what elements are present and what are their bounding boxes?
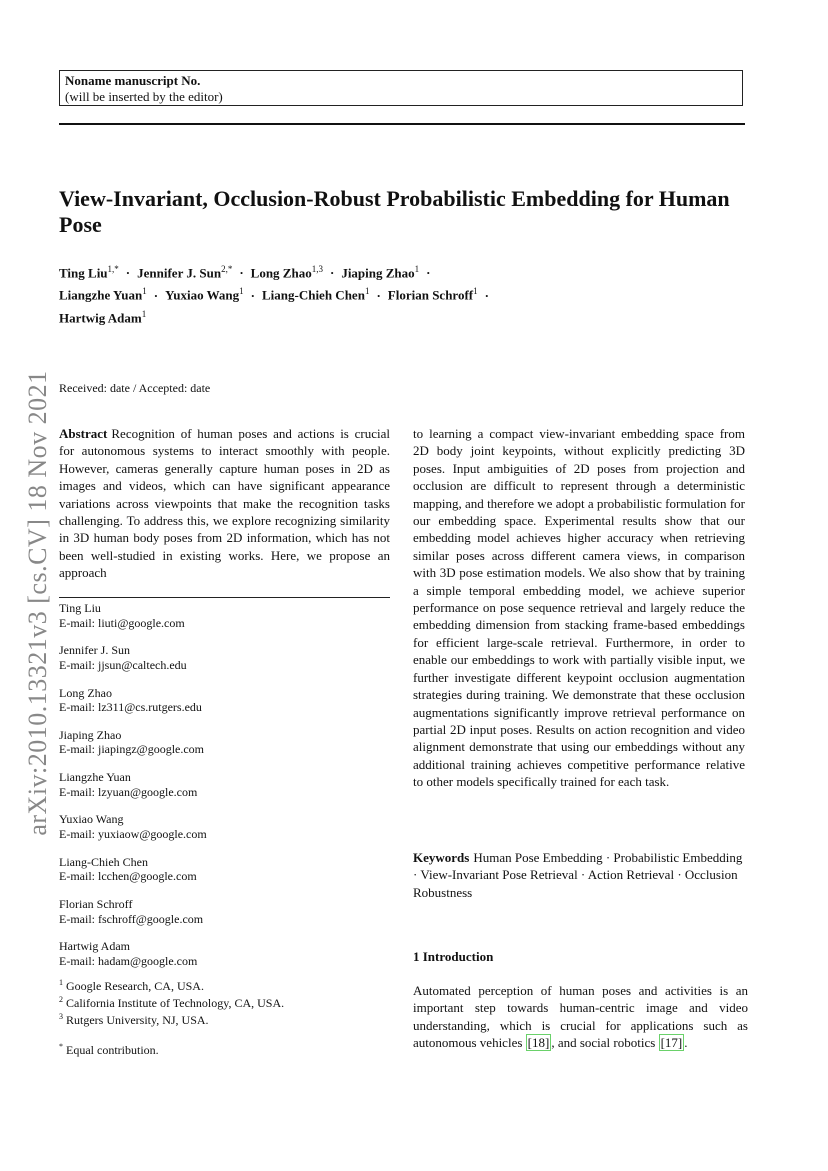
author-contact xyxy=(59,601,390,630)
author-name: Jiaping Zhao xyxy=(341,265,415,281)
author-name: Liangzhe Yuan xyxy=(59,287,143,303)
author-name: Jennifer J. Sun xyxy=(137,265,222,281)
author-separator: · xyxy=(484,287,489,303)
contact-name: Jiaping Zhao xyxy=(59,727,122,742)
footnote-text: Google Research, CA, USA. xyxy=(66,979,204,993)
author-contact xyxy=(59,770,390,799)
intro-text: Automated perception of human poses and activities is an important step towards human-centric image and video understanding, which is crucial for applications such as autonomous vehicles xyxy=(413,983,748,1051)
footnote-text: California Institute of Technology, CA, USA. xyxy=(66,996,285,1010)
contact-name: Long Zhao xyxy=(59,685,112,700)
manuscript-number: Noname manuscript No. xyxy=(65,73,201,88)
author-name: Hartwig Adam xyxy=(59,309,142,325)
author-contact xyxy=(59,643,390,672)
section-heading xyxy=(413,949,493,965)
contact-name: Ting Liu xyxy=(59,601,101,615)
footnote-text: Rutgers University, NJ, USA. xyxy=(66,1013,209,1027)
contact-email: E-mail: liuti@google.com xyxy=(59,615,185,630)
contact-email: E-mail: lz311@cs.rutgers.edu xyxy=(59,700,202,715)
editor-note-box xyxy=(59,70,743,106)
intro-text: , and social robotics xyxy=(551,1035,659,1051)
abstract-left-column xyxy=(59,425,390,582)
contact-name: Liangzhe Yuan xyxy=(59,770,131,785)
contact-name: Yuxiao Wang xyxy=(59,812,124,827)
contact-email: E-mail: yuxiaow@google.com xyxy=(59,826,207,841)
keywords xyxy=(413,849,745,901)
author-name: Liang-Chieh Chen xyxy=(261,287,365,303)
citation-link[interactable]: [18] xyxy=(527,1035,550,1051)
footnote xyxy=(59,976,390,993)
paper-title: View-Invariant, Occlusion-Robust Probabilistic Embedding for Human Pose xyxy=(59,186,730,237)
author-contact xyxy=(59,812,390,841)
intro-paragraph xyxy=(413,982,748,1052)
author-separator: · xyxy=(376,287,381,303)
contact-email: E-mail: jiapingz@google.com xyxy=(59,742,205,757)
author-affiliation-mark: 1 xyxy=(142,286,147,297)
author-separator: · xyxy=(250,287,255,303)
contact-email: E-mail: hadam@google.com xyxy=(59,953,198,968)
author-contacts xyxy=(59,601,390,982)
author-name: Yuxiao Wang xyxy=(165,287,240,303)
equal-contribution-note xyxy=(59,1040,390,1057)
author-contact xyxy=(59,939,390,968)
author-contact xyxy=(59,686,390,715)
author-separator: · xyxy=(153,287,159,303)
footnote-separator xyxy=(59,597,390,598)
contact-email: E-mail: lzyuan@google.com xyxy=(59,784,198,799)
contact-name: Jennifer J. Sun xyxy=(59,643,130,658)
contact-name: Florian Schroff xyxy=(59,897,133,912)
keywords-label: Keywords xyxy=(413,850,470,865)
author-name: Florian Schroff xyxy=(387,287,474,303)
author-contact xyxy=(59,855,390,884)
received-date: Received: date / Accepted: date xyxy=(59,381,211,395)
author-separator: · xyxy=(426,265,431,281)
author-name: Long Zhao xyxy=(250,265,312,281)
footnote-mark: 3 xyxy=(59,1012,63,1021)
arxiv-watermark: arXiv:2010.13321v3 [cs.CV] 18 Nov 2021 xyxy=(23,370,52,836)
intro-text: . xyxy=(684,1035,688,1051)
author-affiliation-mark: 1,* xyxy=(107,264,119,274)
footnote-mark: * xyxy=(59,1042,63,1051)
author-separator: · xyxy=(239,265,244,281)
author-affiliation-mark: 1 xyxy=(364,286,370,297)
footnote xyxy=(59,993,390,1010)
author-contact xyxy=(59,897,390,926)
header-rule xyxy=(59,123,745,125)
author-separator: · xyxy=(329,265,335,281)
author-contact xyxy=(59,728,390,757)
contact-email: E-mail: lcchen@google.com xyxy=(59,869,197,884)
affiliation-footnotes xyxy=(59,976,390,1057)
abstract-text-left: Recognition of human poses and actions is crucial for autonomous systems to interact smoothly with people. However, cameras generally capture human poses in 2D as images and videos, which can have significant appearance variations across viewpoints that make the recognition tasks challenging. To address this, we explore recognizing similarity in 3D human body poses from 2D information, which has not been well-studied in existing works. Here, we propose an approach xyxy=(59,426,390,581)
contact-name: Hartwig Adam xyxy=(59,939,130,954)
section-title: Introduction xyxy=(422,949,494,964)
contact-name: Liang-Chieh Chen xyxy=(59,854,148,869)
author-affiliation-mark: 1 xyxy=(473,286,478,297)
author-affiliation-mark: 1 xyxy=(239,286,244,297)
editor-note: (will be inserted by the editor) xyxy=(65,89,223,104)
footnote xyxy=(59,1010,390,1027)
author-affiliation-mark: 1 xyxy=(141,308,147,319)
author-separator: · xyxy=(125,265,131,281)
footnote-mark: 2 xyxy=(59,995,63,1004)
author-affiliation-mark: 1 xyxy=(414,264,420,274)
author-affiliation-mark: 2,* xyxy=(221,264,233,274)
footnote-mark: 1 xyxy=(59,978,63,987)
author-list xyxy=(59,260,759,327)
citation-link[interactable]: [17] xyxy=(660,1035,683,1051)
abstract-label: Abstract xyxy=(59,426,108,441)
keywords-text: Human Pose Embedding · Probabilistic Embedding · View-Invariant Pose Retrieval · Action Retrieval · Occlusion Robustness xyxy=(413,850,743,900)
author-name: Ting Liu xyxy=(59,265,108,281)
section-number: 1 xyxy=(413,949,420,964)
contact-email: E-mail: jjsun@caltech.edu xyxy=(59,657,187,672)
author-affiliation-mark: 1,3 xyxy=(311,264,323,274)
footnote-text: Equal contribution. xyxy=(66,1043,159,1057)
contact-email: E-mail: fschroff@google.com xyxy=(59,911,204,926)
abstract-right-column: to learning a compact view-invariant embedding space from 2D body joint keypoints, without explicitly predicting 3D poses. Input ambiguities of 2D poses from projection and occlusion are difficult to represent through a deterministic mapping, and therefore we adopt a probabilistic formulation for our embedding space. Experimental results show that our embedding model achieves higher accuracy when retrieving similar poses across different camera views, in comparison with 3D pose estimation models. We also show that by training a simple temporal embedding model, we achieve superior performance on pose sequence retrieval and largely reduce the embedding dimension from stacking frame-based embeddings for efficient large-scale retrieval. Furthermore, in order to enable our embeddings to work with partially visible input, we further investigate different keypoint occlusion augmentation strategies during training. We demonstrate that these occlusion augmentations significantly improve retrieval performance on partial 2D input poses. Results on action recognition and video alignment demonstrate that using our embeddings without any additional training achieves competitive performance relative to other models specifically trained for each task. xyxy=(413,426,745,790)
